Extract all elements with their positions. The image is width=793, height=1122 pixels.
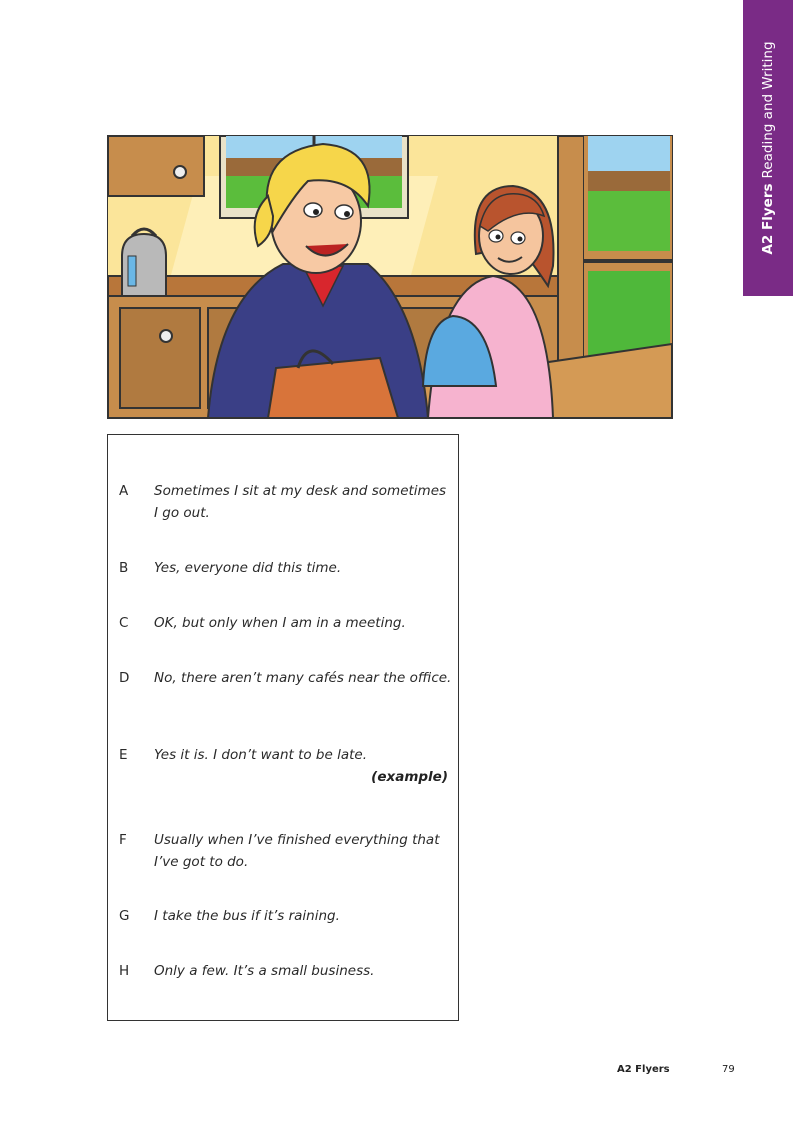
option-text: OK, but only when I am in a meeting. <box>154 615 406 631</box>
answer-options-box <box>107 434 459 1021</box>
page-number: 79 <box>722 1064 735 1075</box>
option-letter: F <box>119 832 127 848</box>
section-side-tab <box>743 0 793 296</box>
side-tab-level: A2 Flyers <box>760 183 776 255</box>
option-letter: D <box>119 670 130 686</box>
kitchen-scene-svg <box>108 136 672 418</box>
option-letter: G <box>119 908 130 924</box>
side-tab-text <box>760 41 776 254</box>
option-letter: H <box>119 963 130 979</box>
option-letter: E <box>119 747 128 763</box>
side-tab-section: Reading and Writing <box>760 41 776 179</box>
option-text: No, there aren’t many cafés near the office. <box>154 670 452 686</box>
option-text: Only a few. It’s a small business. <box>154 963 375 979</box>
option-letter: B <box>119 560 129 576</box>
option-text: Yes it is. I don’t want to be late. <box>154 747 368 763</box>
option-letter: A <box>119 483 129 499</box>
example-label: (example) <box>371 769 448 785</box>
option-text: Usually when I’ve finished everything that I’ve got to do. <box>154 832 440 870</box>
option-text: I take the bus if it’s raining. <box>154 908 340 924</box>
kitchen-illustration <box>107 135 673 419</box>
footer-title: A2 Flyers <box>617 1064 670 1075</box>
option-letter: C <box>119 615 129 631</box>
option-text: Yes, everyone did this time. <box>154 560 342 576</box>
option-text: Sometimes I sit at my desk and sometimes I go out. <box>154 483 447 521</box>
